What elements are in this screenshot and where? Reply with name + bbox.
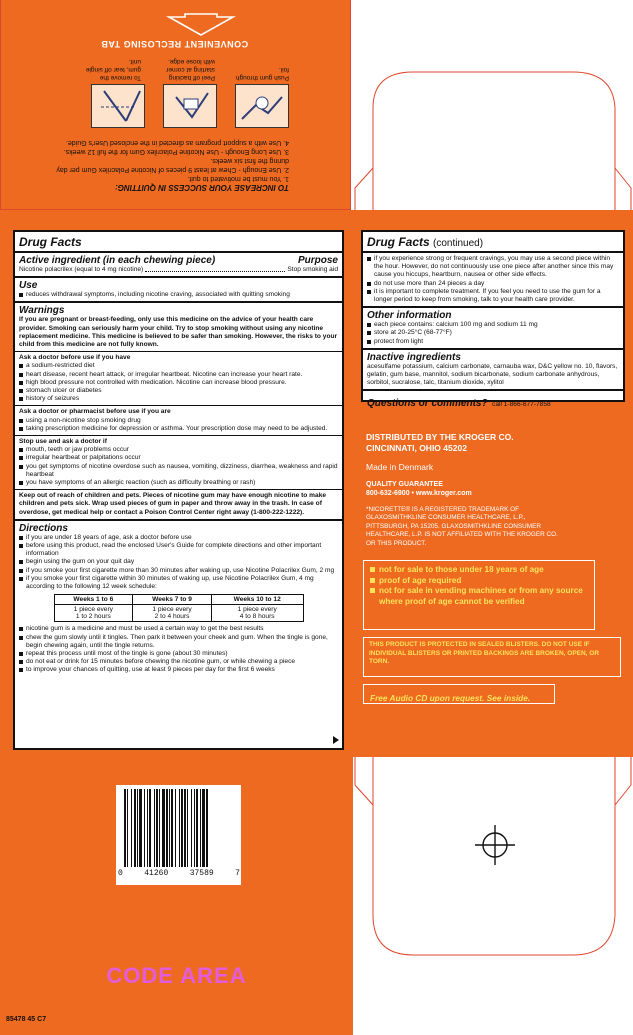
directions-item: to improve your chances of quitting, use at least 9 pieces per day for the first 6 weeks xyxy=(19,666,338,674)
continued-label: (continued) xyxy=(433,238,484,249)
warning-cont-item: do not use more than 24 pieces a day xyxy=(367,280,619,288)
inactive-text: acesulfame potassium, calcium carbonate, carnauba wax, D&C yellow no. 10, flavors, gelatin, gum base, mannitol, sodium bicarbonate, sodium carbonate anhydrous, sorbitol, sucralose, talc, titanium dioxide, xylitol xyxy=(367,362,618,387)
right-top-flap xyxy=(353,68,633,212)
schedule-cell-line: 1 piece every xyxy=(237,606,277,614)
use-item: reduces withdrawal symptoms, including nicotine craving, associated with quitting smoking xyxy=(19,291,338,299)
questions-head: Questions or comments? xyxy=(367,398,488,410)
tip-line: 4. Use with a support program as directed in the enclosed User's Guide. xyxy=(65,139,289,146)
directions-item: if you smoke your first cigarette within 30 minutes of waking up, use Nicotine Polacrilex Gum, 4 mg according to the following 12 week schedule: xyxy=(19,575,338,591)
sale-restrictions-box xyxy=(363,560,595,630)
dosing-schedule-table xyxy=(54,594,304,622)
ask-doctor-item: stomach ulcer or diabetes xyxy=(19,387,338,395)
inactive-head: Inactive ingredients xyxy=(367,351,461,363)
tip-line: 3. Use Long Enough - Use Nicotine Polacrilex Gum for the full 12 weeks. xyxy=(63,148,289,155)
schedule-header: Weeks 7 to 9 xyxy=(133,595,212,605)
warnings-head: Warnings xyxy=(19,305,65,317)
directions-item: nicotine gum is a medicine and must be used a certain way to get the best results xyxy=(19,625,338,633)
directions-head: Directions xyxy=(19,522,68,534)
arrow-up-icon xyxy=(161,13,241,37)
contact-line: 800-632-6900 • www.kroger.com xyxy=(366,490,472,497)
stop-use-item: you have symptoms of an allergic reaction (such as difficulty breathing or rash) xyxy=(19,479,338,487)
step-caption: Peel off backing starting at corner with loose edge. xyxy=(166,58,215,81)
schedule-header: Weeks 10 to 12 xyxy=(211,595,303,605)
schedule-cell-line: 2 to 4 hours xyxy=(154,613,190,621)
schedule-header: Weeks 1 to 6 xyxy=(54,595,133,605)
stop-use-item: mouth, teeth or jaw problems occur xyxy=(19,446,338,454)
stop-use-item: irregular heartbeat or palpitations occur xyxy=(19,454,338,462)
barcode-digit: 41260 xyxy=(144,869,169,878)
schedule-cell-line: 1 piece every xyxy=(73,606,113,614)
barcode-digit: 0 xyxy=(118,869,123,878)
schedule-cell-line: 4 to 8 hours xyxy=(239,613,275,621)
ask-doctor-item: history of seizures xyxy=(19,395,338,403)
sale-restriction: not for sale to those under 18 years of age xyxy=(370,565,588,576)
audio-cd-box xyxy=(363,684,555,704)
step-caption: To remove the gum, tear off single unit. xyxy=(85,58,141,81)
tear-unit-illustration xyxy=(91,84,145,128)
drug-facts-box xyxy=(13,230,344,750)
ask-doctor-item: heart disease, recent heart attack, or irregular heartbeat. Nicotine can increase your heart rate. xyxy=(19,371,338,379)
sealed-blisters-box xyxy=(363,637,621,677)
other-info-head: Other information xyxy=(367,310,452,322)
tips-title: TO INCREASE YOUR SUCCESS IN QUITTING: xyxy=(115,183,289,192)
directions-item: chew the gum slowly until it tingles. Then park it between your cheek and gum. When the tingle is gone, begin chewing again, until the tingle returns. xyxy=(19,634,338,650)
active-ingredient: Nicotine polacrilex (equal to 4 mg nicotine) xyxy=(19,266,144,273)
ask-doctor-head: Ask a doctor before use if you have xyxy=(19,354,131,362)
questions-phone: call 1-866-677-7858 xyxy=(492,401,551,409)
directions-item: begin using the gum on your quit day xyxy=(19,558,338,566)
warning-cont-item: it is important to complete treatment. If you feel you need to use the gum for a longer period to keep from smoking, talk to your health care provider. xyxy=(367,288,619,304)
distributed-by: DISTRIBUTED BY THE KROGER CO. xyxy=(366,432,514,442)
top-flap-content xyxy=(0,0,351,210)
drug-facts-continued-box xyxy=(361,230,625,410)
ask-pharmacist-head: Ask a doctor or pharmacist before use if you are xyxy=(19,408,171,416)
push-gum-illustration xyxy=(235,84,289,128)
use-head: Use xyxy=(19,280,38,292)
stop-use-item: you get symptoms of nicotine overdose such as nausea, vomiting, dizziness, diarrhea, weakness and rapid heartbeat xyxy=(19,463,338,479)
directions-item: if you smoke your first cigarette more than 30 minutes after waking up, use Nicotine Polacrilex Gum, 2 mg xyxy=(19,567,338,575)
warning-cont-item: if you experience strong or frequent cravings, you may use a second piece within the hour. However, do not continuously use one piece after another since this may cause you hiccups, heartburn, nausea or other side effects. xyxy=(367,255,619,280)
other-info-item: each piece contains: calcium 100 mg and sodium 11 mg xyxy=(367,321,619,329)
barcode-number xyxy=(118,869,240,878)
tip-line: 2. Use Enough - Chew at least 9 pieces of Nicotine Polacrilex Gum per day during the first six weeks. xyxy=(56,157,289,173)
ask-pharmacist-item: taking prescription medicine for depression or asthma. Your prescription dose may need to be adjusted. xyxy=(19,425,338,433)
directions-item: repeat this process until most of the tingle is gone (about 30 minutes) xyxy=(19,650,338,658)
registration-mark-icon xyxy=(475,825,515,865)
reclosing-tab-label: CONVENIENT RECLOSING TAB xyxy=(100,39,249,49)
ask-doctor-item: high blood pressure not controlled with medication. Nicotine can increase blood pressure. xyxy=(19,379,338,387)
sale-restriction: proof of age required xyxy=(370,576,588,587)
directions-item: if you are under 18 years of age, ask a doctor before use xyxy=(19,534,338,542)
stop-use-head: Stop use and ask a doctor if xyxy=(19,438,107,446)
schedule-cell xyxy=(54,605,133,622)
drug-facts-cont-title: Drug Facts xyxy=(367,235,430,249)
distributor-block xyxy=(366,432,616,548)
code-area-label: CODE AREA xyxy=(106,963,247,988)
schedule-cell xyxy=(211,605,303,622)
keep-out-of-reach: Keep out of reach of children and pets. Pieces of nicotine gum may have enough nicotine to make children and pets sick. Wrap used pieces of gum in paper and throw away in the trash. In case of overdose, get medical help or contact a Poison Control Center right away (1-800-222-1222). xyxy=(19,492,327,516)
ask-doctor-item: a sodium-restricted diet xyxy=(19,362,338,370)
item-code: 85478 45 C7 xyxy=(6,1016,47,1023)
barcode xyxy=(116,785,241,885)
other-info-item: protect from light xyxy=(367,338,619,346)
other-info-item: store at 20-25°C (68-77°F) xyxy=(367,329,619,337)
schedule-cell-line: 1 to 2 hours xyxy=(75,613,111,621)
schedule-cell-line: 1 piece every xyxy=(152,606,192,614)
sealed-notice: THIS PRODUCT IS PROTECTED IN SEALED BLISTERS. DO NOT USE IF INDIVIDUAL BLISTERS OR PRINTED BACKINGS ARE BROKEN, OPEN, OR TORN. xyxy=(369,641,600,666)
tip-line: 1. You must be motivated to quit. xyxy=(187,175,289,182)
barcode-digit: 7 xyxy=(235,869,240,878)
barcode-bars xyxy=(124,789,234,867)
purpose-head: Purpose xyxy=(297,255,338,266)
quality-guarantee: QUALITY GUARANTEE xyxy=(366,481,443,488)
sale-restriction: not for sale in vending machines or from any source where proof of age cannot be verified xyxy=(370,586,588,607)
directions-item: do not eat or drink for 15 minutes before chewing the nicotine gum, or while chewing a piece xyxy=(19,658,338,666)
active-ingredient-head: Active ingredient (in each chewing piece) xyxy=(19,255,216,266)
ask-pharmacist-item: using a non-nicotine stop smoking drug xyxy=(19,417,338,425)
purpose: Stop smoking aid xyxy=(287,266,338,273)
warnings-text: If you are pregnant or breast-feeding, only use this medicine on the advice of your health care provider. Smoking can seriously harm your child. Try to stop smoking without using any nicotine replacement medicine. This medicine is believed to be safer than smoking. However, the risks to your child from this medicine are not fully known. xyxy=(19,316,338,349)
made-in: Made in Denmark xyxy=(366,462,434,472)
trademark-notice: *NICORETTE® IS A REGISTERED TRADEMARK OF GLAXOSMITHKLINE CONSUMER HEALTHCARE, L.P., PITTSBURGH, PA 15205. GLAXOSMITHKLINE CONSUMER HEALTHCARE, L.P. IS NOT AFFILIATED WITH THE KROGER CO. OR THIS PRODUCT. xyxy=(366,506,558,547)
barcode-digit: 37589 xyxy=(189,869,214,878)
step-caption: Push gum through foil. xyxy=(235,66,289,81)
peel-backing-illustration xyxy=(163,84,217,128)
audio-cd-offer: Free Audio CD upon request. See inside. xyxy=(370,693,531,703)
continue-arrow-icon xyxy=(333,736,339,744)
barcode-bar xyxy=(208,789,209,867)
directions-item: before using this product, read the enclosed User's Guide for complete directions and other important information xyxy=(19,542,338,558)
drug-facts-title: Drug Facts xyxy=(19,235,82,249)
schedule-cell xyxy=(133,605,212,622)
distributor-address: CINCINNATI, OHIO 45202 xyxy=(366,443,467,453)
